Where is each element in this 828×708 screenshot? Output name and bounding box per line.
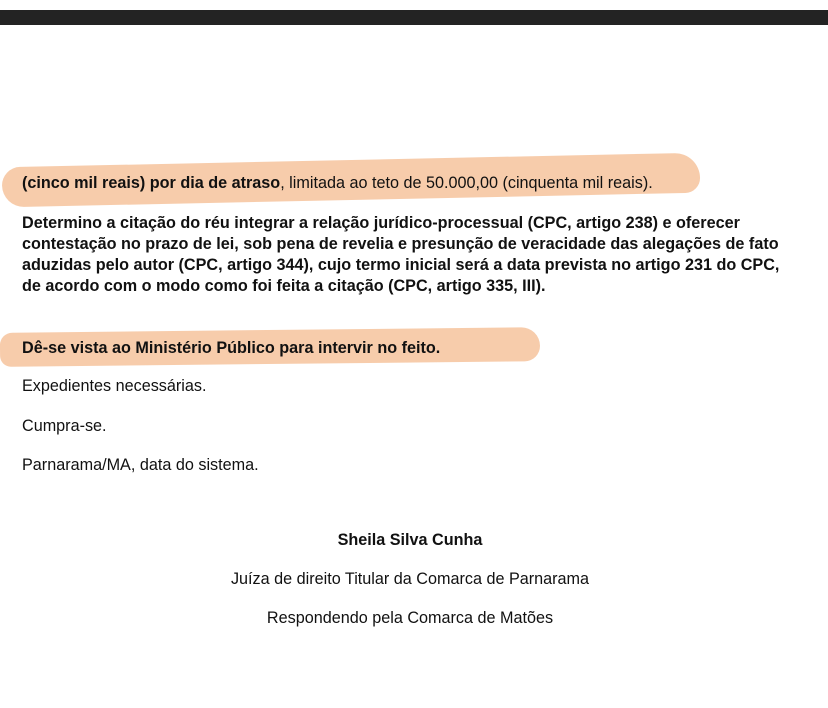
signature-title: Juíza de direito Titular da Comarca de Parnarama: [230, 570, 590, 588]
paragraph-cumpra-se: Cumpra-se.: [22, 417, 107, 435]
paragraph-citation: Determino a citação do réu integrar a relação jurídico-processual (CPC, artigo 238) e oferecer contestação no prazo de lei, sob pena de revelia e presunção de veracidade das alegações de fato aduzidas pelo autor (CPC, artigo 344), cujo termo inicial será a data prevista no artigo 231 do CPC, de acordo com o modo como foi feita a citação (CPC, artigo 335, III).: [22, 214, 780, 295]
paragraph-ministerio-publico: Dê-se vista ao Ministério Público para intervir no feito.: [22, 339, 441, 357]
paragraph-fine: [22, 173, 802, 194]
paragraph-expedientes: Expedientes necessárias.: [22, 377, 207, 395]
viewer-top-bar: [0, 10, 828, 25]
signature-name: Sheila Silva Cunha: [337, 531, 483, 549]
fine-amount-text: (cinco mil reais) por dia de atraso: [22, 174, 281, 192]
top-margin: [0, 0, 828, 10]
signature-subtitle: Respondendo pela Comarca de Matões: [266, 609, 554, 627]
paragraph-place-date: Parnarama/MA, data do sistema.: [22, 456, 259, 474]
fine-limit-text: , limitada ao teto de 50.000,00 (cinquenta mil reais).: [280, 174, 653, 192]
